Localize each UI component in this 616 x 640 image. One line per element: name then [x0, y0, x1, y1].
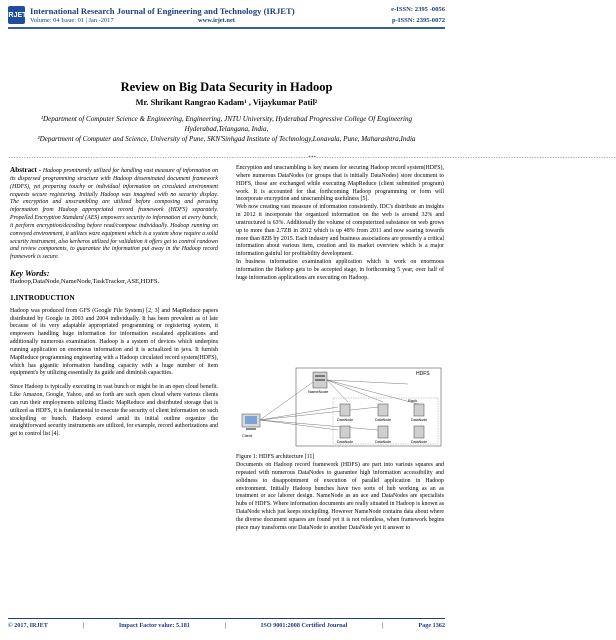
hdfs-architecture-figure — [238, 362, 444, 450]
journal-logo — [8, 6, 25, 24]
paper-authors: Mr. Shrikant Rangrao Kadam¹ , Vijaykumar Patil² — [135, 98, 318, 107]
footer-separator-1: | — [82, 622, 85, 629]
left-column — [10, 167, 218, 445]
keywords-heading: Key Words — [10, 269, 47, 279]
right-paragraph-4: Documents on Hadoop record framework (HDFS) are part into various squares and repeated with numerous DataNodes to guarantee high information accessibility and solidness to disappointment of execution of parallel application in Hadoop environment. Initially Hadoop bunches have two sorts of hub working as an as treatment or ace laborer design. NameNode as an ace and DataNodes are specialists hubs of HDFS. Where information documents are really situated in Hadoop is known as DataNode which just keeps stockpiling. However NameNode contains data about where the diverse document squares are found yet it is not relentless, when framework begins piece may transforms one DataNode to another DataNode yet it answer to — [236, 462, 444, 531]
keywords-text: Hadoop,DataNode,NameNode,TaskTracker,ASE,HDFS. — [10, 277, 160, 285]
rack-label: Rack — [408, 398, 418, 403]
journal-name: International Research Journal of Engineering and Technology (IRJET) — [30, 6, 295, 16]
hdfs-label: HDFS — [416, 371, 430, 377]
footer-divider — [8, 618, 445, 619]
footer-copyright: © 2017, IRJET — [8, 622, 48, 629]
page-footer — [8, 622, 445, 629]
datanode-1-label: DataNode — [337, 418, 354, 422]
e-issn: e-ISSN: 2395 -0056 — [391, 6, 445, 13]
right-paragraph-2: Web now creating vast measure of information consistently. IDC's distribute an insights in 2012 it incorporate the organized information on the web is around 32% and unstructured is 63%. Additionally the volume of computerized substance on web grows up to more than 2.7ZB in 2012 which is up 48% from 2011 and now soaring towards more than 8ZB by 2015. Each industry and business associations are presently a critical information about various item, creation and its market overview which is a major information gainful for profitability development. — [236, 204, 444, 258]
footer-page-number: Page 1362 — [418, 622, 445, 629]
logo-text: IRJET — [6, 11, 27, 19]
right-column-top — [236, 165, 444, 283]
datanode-4-label: DataNode — [337, 440, 354, 444]
datanode-3-label: DataNode — [411, 418, 428, 422]
affiliation-1: ¹Department of Computer Science & Engineering, Engineering, JNTU University, Hyderabad Progressive College Of Engineering Hyderabad,Telangana, India, — [40, 115, 413, 133]
footer-impact-factor: Impact Factor value: 5.181 — [118, 622, 190, 629]
introduction-heading: 1.INTRODUCTION — [10, 292, 75, 302]
introduction-paragraph-2: Since Hadoop is typically executing in vast bunch or might be in an open cloud benefit. Like Amazon, Google, Yahoo, and so forth are such open cloud where various clients can run their employments utilizing Elastic MapReduce and distributed storage that is utilized as HDFS, it is fundamental to execute the security of client information on such stockpiling or bunch. Hadoop extend amid its initial outline organize the straightforward security instruments are utilized, for example, record authorizations and get to control list [4]. — [10, 384, 218, 438]
right-paragraph-3: In business information examination application which is work on enormous information the Hadoop gets to be accepted stage, in forthcoming 5 year, over half of huge information applications are executing on Hadoop. — [236, 259, 444, 281]
section-separator: ---------------------------------------------------------------------------------------------------------------------***--------------------------------------------------------------------------------------------------------------------- — [8, 156, 616, 161]
footer-separator-2: | — [224, 622, 227, 629]
namenode-label: NameNode — [308, 389, 329, 394]
p-issn: p-ISSN: 2395-0072 — [392, 17, 445, 24]
abstract-heading: Abstract - — [10, 166, 42, 174]
introduction-paragraph-1: Hadoop was produced from GFS (Google File System) [2, 3] and MapReduce papers distributed by Google in 2003 and 2004 individually. It has been prevalent as of late because of its very adaptable appropriated programming or registering system, it empowers handling huge information for information escalated applications and additionally numerous examination. Hadoop is a system of devices which underpins running application on enormous information and it is actualized in java. It furnish MapReduce programming engineering with a Hadoop circulated record system(HDFS), which has gigantic information handling capacity with a huge number of item equipment's by utilizing essentially its guide and diminish capacities. — [10, 307, 218, 377]
footer-iso: ISO 9001:2008 Certified Journal — [260, 622, 348, 629]
abstract — [10, 167, 218, 262]
volume-issue: Volume: 04 Issue: 01 | Jan -2017 — [30, 17, 114, 24]
journal-website-link[interactable]: www.irjet.net — [198, 17, 235, 24]
affiliation-2: ²Department of Computer and Science, University of Pune, SKN'Sinhgad Institute of Technology,Lonavala, Pune, Maharashtra,India — [37, 135, 416, 143]
abstract-text: Hadoop prominently utilized for handling vast measure of information on its dispersed programming structure with Hadoop disseminated document framework (HDFS), yet preparing touchy or individual information on circulated environment requests secure registering. Initially Hadoop was imagined with no security display. The encryption and unscrambling are utilized before composing and perusing information from Hadoop appropriated record framework (HDFS) separately. Propelled Encryption Standard (AES) empowers security to information at every bunch, it perform encryption/decoding before read/compose individually. Hodoop running on conveyed environment, it utilizes ware equipment which is a system show require a solid security instrument, also kerberos utilized for validation it offers get to control rundown and review components, to guarantee the information put away in the Hadoop record framework is secure. — [10, 168, 218, 261]
header-divider — [8, 27, 445, 29]
datanode-6-label: DataNode — [411, 440, 428, 444]
right-column-bottom — [236, 462, 444, 533]
footer-separator-3: | — [382, 622, 384, 629]
client-label: Client — [242, 433, 253, 438]
right-paragraph-1: Encryption and unscrambling is key means for securing Hadoop record system(HDFS), where numerous DataNodes (or groups that is initially DataNodes) store document to HDFS, those are exchanged while executing MapReduce (client submitted program) work. It is accounted for that forthcoming Hadoop programming or form will incorporate encryption and unscrambling usefulness [5]. — [236, 165, 444, 203]
keywords-heading-row — [10, 270, 218, 278]
datanode-5-label: DataNode — [375, 440, 392, 444]
paper-title: Review on Big Data Security in Hadoop — [120, 80, 333, 94]
keywords-colon: : — [46, 269, 50, 279]
datanode-2-label: DataNode — [375, 418, 392, 422]
figure-caption: Figure 1: HDFS architecture [11] — [236, 454, 315, 460]
